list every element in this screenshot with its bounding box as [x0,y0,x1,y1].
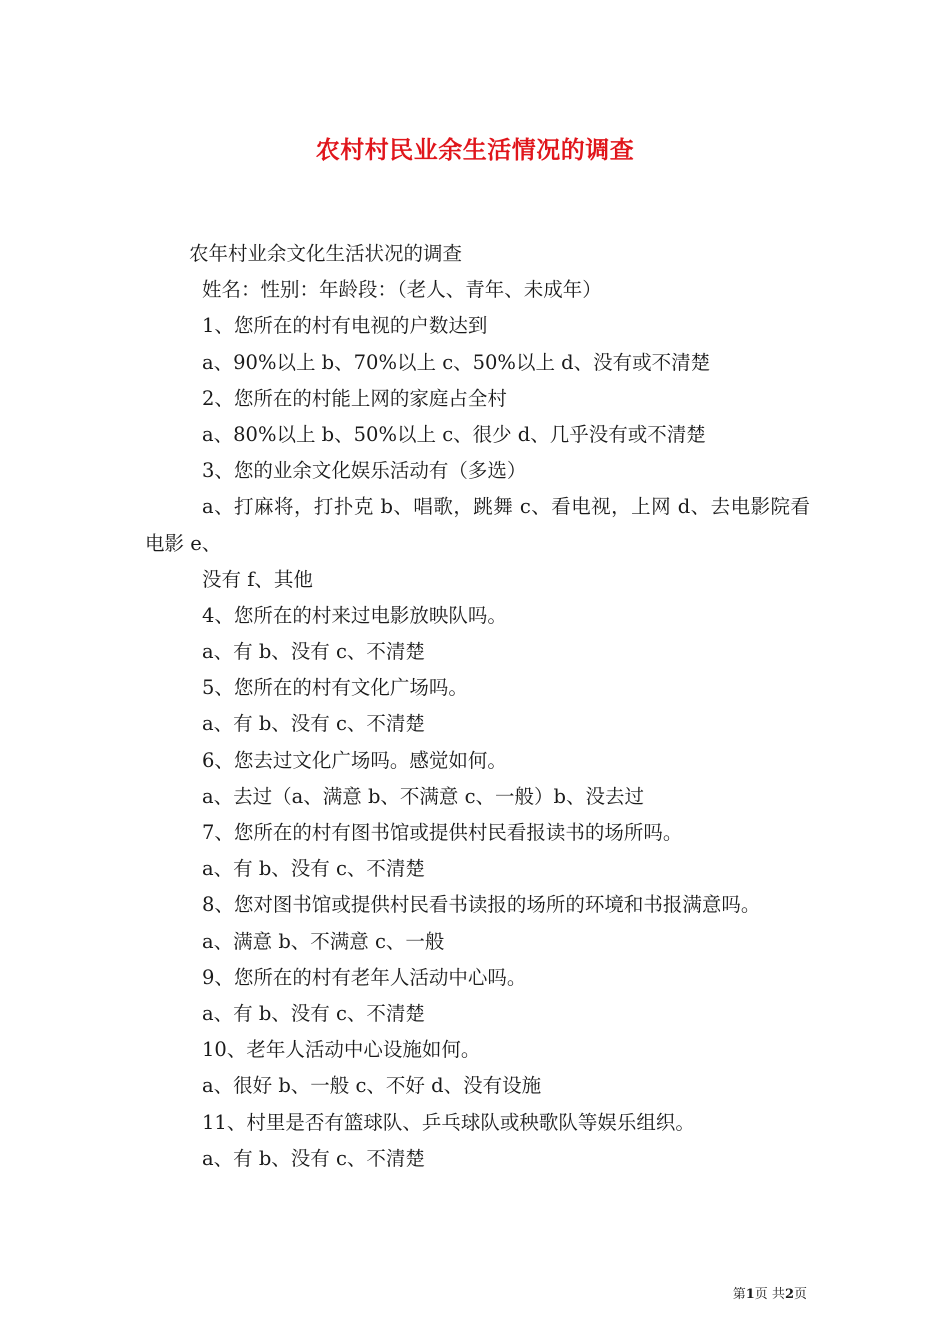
answer-options-7: a、有 b、没有 c、不清楚 [202,857,425,881]
question-9: 9、您所在的村有老年人活动中心吗。 [202,965,527,989]
answer-options-6: a、去过（a、满意 b、不满意 c、一般）b、没去过 [202,784,645,808]
answer-options-11: a、有 b、没有 c、不清楚 [202,1146,425,1170]
question-2: 2、您所在的村能上网的家庭占全村 [202,386,507,410]
answer-options-3: a、打麻将，打扑克 b、唱歌，跳舞 c、看电视，上网 d、去电影院看电影 e、 [145,495,810,555]
answer-options-8: a、满意 b、不满意 c、一般 [202,929,445,953]
question-7: 7、您所在的村有图书馆或提供村民看报读书的场所吗。 [202,821,683,845]
answer-options-1: a、90%以上 b、70%以上 c、50%以上 d、没有或不清楚 [202,350,711,374]
question-8: 8、您对图书馆或提供村民看书读报的场所的环境和书报满意吗。 [202,893,761,917]
question-5: 5、您所在的村有文化广场吗。 [202,676,468,700]
total-page-number: 2 [784,1287,794,1302]
question-10: 10、老年人活动中心设施如何。 [202,1038,481,1062]
question-3: 3、您的业余文化娱乐活动有（多选） [202,459,527,483]
page-number-footer [733,1283,807,1302]
answer-options-3-cont: 没有 f、其他 [202,567,313,591]
footer-middle: 页 共 [754,1287,785,1302]
survey-heading: 农年村业余文化生活状况的调查 [189,242,463,265]
answer-options-10: a、很好 b、一般 c、不好 d、没有设施 [202,1074,542,1098]
answer-options-2: a、80%以上 b、50%以上 c、很少 d、几乎没有或不清楚 [202,422,706,446]
answer-options-9: a、有 b、没有 c、不清楚 [202,1001,425,1025]
question-4: 4、您所在的村来过电影放映队吗。 [202,603,507,627]
question-11: 11、村里是否有篮球队、乒乓球队或秧歌队等娱乐组织。 [202,1110,695,1134]
survey-body [145,236,810,1177]
answer-options-4: a、有 b、没有 c、不清楚 [202,640,425,664]
footer-prefix: 第 [732,1287,746,1302]
question-6: 6、您去过文化广场吗。感觉如何。 [202,748,507,772]
respondent-info-line: 姓名：性别：年龄段：（老人、青年、未成年） [202,278,602,302]
page-title: 农村村民业余生活情况的调查 [315,135,635,164]
current-page-number: 1 [745,1287,755,1302]
footer-suffix: 页 [793,1287,807,1302]
question-1: 1、您所在的村有电视的户数达到 [202,314,488,338]
answer-options-5: a、有 b、没有 c、不清楚 [202,712,425,736]
